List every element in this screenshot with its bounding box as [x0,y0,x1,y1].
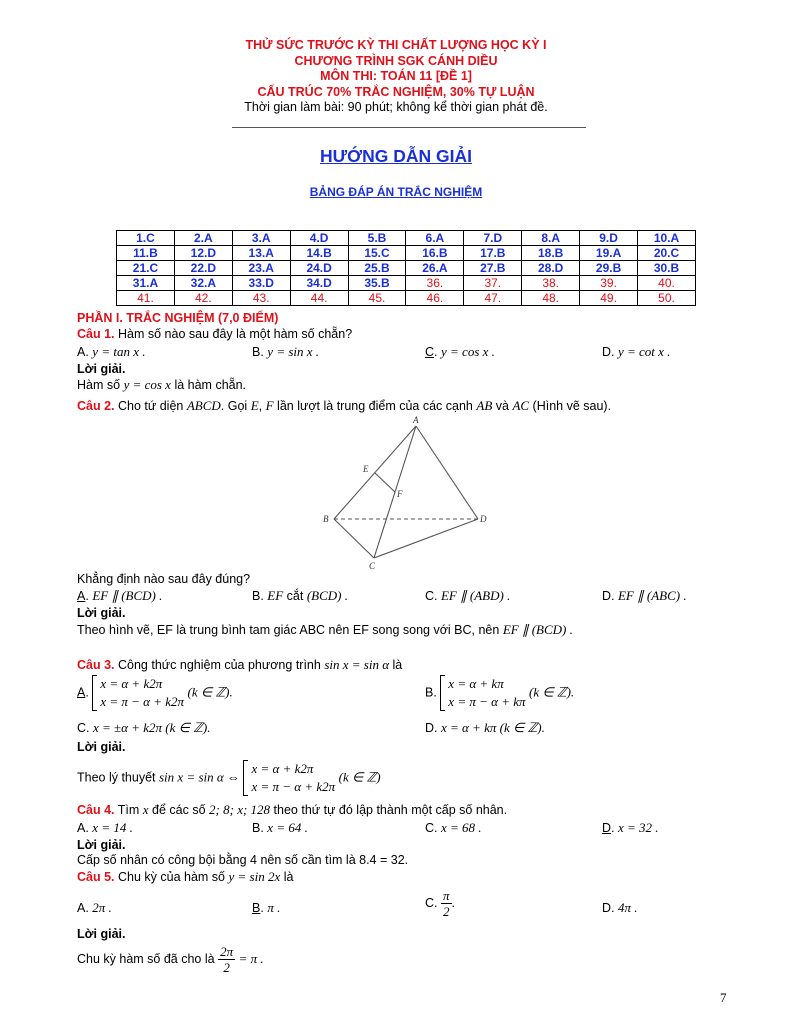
question-4: Câu 4. Tìm x để các số 2; 8; x; 128 theo thứ tự đó lập thành một cấp số nhân. [77,802,508,817]
q3-option-c[interactable]: C. x = ±α + k2π (k ∈ ℤ). [77,720,211,735]
q2-option-b[interactable]: B. EF cắt (BCD) . [252,588,349,603]
answer-cell: 35.B [348,276,406,291]
header-line-3: MÔN THI: TOÁN 11 [ĐỀ 1] [320,69,472,83]
q4-option-d[interactable]: D. x = 32 . [602,820,659,835]
answer-cell: 29.B [580,261,638,276]
answer-cell: 16.B [406,246,464,261]
answer-cell: 10.A [638,231,696,246]
question-text: Hàm số nào sau đây là một hàm số chẵn? [118,327,353,341]
answer-cell: 31.A [117,276,175,291]
answer-cell: 17.B [464,246,522,261]
header-line-4: CẤU TRÚC 70% TRẮC NGHIỆM, 30% TỰ LUẬN [257,84,535,99]
answer-cell: 8.A [522,231,580,246]
q5-option-b[interactable]: B. π . [252,900,281,915]
answer-cell: 3.A [232,231,290,246]
question-label: Câu 1. [77,327,115,341]
edge-ab [334,426,416,519]
edge-cd [374,519,478,558]
answer-cell: 5.B [348,231,406,246]
answer-cell: 24.D [290,261,348,276]
answer-cell: 7.D [464,231,522,246]
vertex-a-label: A [413,415,419,425]
answer-cell: 12.D [174,246,232,261]
section-heading: PHẦN I. TRẮC NGHIỆM (7,0 ĐIỂM) [77,311,279,325]
answer-cell: 4.D [290,231,348,246]
header-line-2: CHƯƠNG TRÌNH SGK CÁNH DIỀU [294,53,498,68]
solution-label: Lời giải. [77,362,126,376]
answer-cell: 32.A [174,276,232,291]
page-number: 7 [720,990,727,1005]
answer-cell: 22.D [174,261,232,276]
answer-cell: 18.B [522,246,580,261]
answer-cell: 30.B [638,261,696,276]
answer-cell: 49. [580,291,638,306]
answer-cell: 6.A [406,231,464,246]
answer-row [117,291,696,306]
header-divider [232,127,586,128]
answer-cell: 28.D [522,261,580,276]
q5-option-d[interactable]: D. 4π . [602,900,638,915]
answer-row [117,231,696,246]
question-5: Câu 5. Chu kỳ của hàm số y = sin 2x là [77,869,294,884]
answer-cell: 1.C [117,231,175,246]
answer-cell: 2.A [174,231,232,246]
answer-cell: 27.B [464,261,522,276]
answer-cell: 15.C [348,246,406,261]
q2-option-d[interactable]: D. EF ∥ (ABC) . [602,588,687,603]
solution-label: Lời giải. [77,740,126,754]
edge-ad [416,426,478,519]
q1-option-a[interactable]: A. y = tan x . [77,344,146,359]
solution-label: Lời giải. [77,606,126,620]
answer-cell: 46. [406,291,464,306]
q2-question: Khẳng định nào sau đây đúng? [77,572,251,586]
answer-row [117,261,696,276]
question-3: Câu 3. Công thức nghiệm của phương trình sin x = sin α là [77,657,403,672]
answer-cell: 33.D [232,276,290,291]
q4-option-a[interactable]: A. x = 14 . [77,820,133,835]
question-1 [77,327,352,341]
solution-label: Lời giải. [77,838,126,852]
page-title: HƯỚNG DẪN GIẢI [320,146,472,166]
answer-cell: 9.D [580,231,638,246]
edge-bc [334,519,374,558]
answer-cell: 40. [638,276,696,291]
solution-label: Lời giải. [77,927,126,941]
q2-option-a[interactable]: A. EF ∥ (BCD) . [77,588,163,603]
answer-cell: 42. [174,291,232,306]
vertex-c-label: C [369,561,376,571]
answer-cell: 44. [290,291,348,306]
q5-solution: Chu kỳ hàm số đã cho là $\frac{2\pi}{2}$ = π . [77,944,264,975]
q4-option-b[interactable]: B. x = 64 . [252,820,308,835]
answer-cell: 37. [464,276,522,291]
q4-solution: Cấp số nhân có công bội bằng 4 nên số cần tìm là 8.4 = 32. [77,853,409,867]
q1-solution: Hàm số y = cos x là hàm chẵn. [77,377,247,392]
answer-cell: 43. [232,291,290,306]
q5-option-c[interactable]: C. $\frac{\pi}{2}$ . [425,888,455,919]
q3-option-b[interactable]: B. x = α + kπ x = π − α + kπ (k ∈ ℤ). [425,676,575,709]
exam-header [0,38,792,116]
answer-cell: 13.A [232,246,290,261]
q2-solution: Theo hình vẽ, EF là trung bình tam giác ABC nên EF song song với BC, nên EF ∥ (BCD) . [77,622,573,637]
answer-cell: 19.A [580,246,638,261]
q3-option-a[interactable]: A. x = α + k2π x = π − α + k2π (k ∈ ℤ). [77,676,233,709]
q1-option-b[interactable]: B. y = sin x . [252,344,320,359]
point-e-label: E [363,464,369,474]
header-line-5: Thời gian làm bài: 90 phút; không kể thời gian phát đề. [244,100,548,114]
answer-cell: 47. [464,291,522,306]
point-f-label: F [397,489,403,499]
answer-cell: 11.B [117,246,175,261]
answer-cell: 50. [638,291,696,306]
answer-cell: 34.D [290,276,348,291]
vertex-b-label: B [323,514,329,524]
answer-cell: 23.A [232,261,290,276]
answer-cell: 26.A [406,261,464,276]
answer-cell: 20.C [638,246,696,261]
answer-cell: 25.B [348,261,406,276]
answer-cell: 45. [348,291,406,306]
answer-table [116,230,696,306]
answer-table-title: BẢNG ĐÁP ÁN TRẮC NGHIỆM [309,185,483,199]
answer-cell: 48. [522,291,580,306]
answer-cell: 39. [580,276,638,291]
answer-cell: 14.B [290,246,348,261]
tetrahedron-figure [318,412,498,572]
segment-ef [375,473,395,492]
q5-option-a[interactable]: A. 2π . [77,900,112,915]
answer-cell: 38. [522,276,580,291]
vertex-d-label: D [480,514,487,524]
q4-option-c[interactable]: C. x = 68 . [425,820,482,835]
q1-option-c[interactable]: C. y = cos x . [425,344,495,359]
q3-option-d[interactable]: D. x = α + kπ (k ∈ ℤ). [425,720,545,735]
q1-option-d[interactable]: D. y = cot x . [602,344,671,359]
answer-row [117,246,696,261]
q2-option-c[interactable]: C. EF ∥ (ABD) . [425,588,511,603]
answer-cell: 36. [406,276,464,291]
answer-cell: 41. [117,291,175,306]
q3-solution: Theo lý thuyết sin x = sin α ⇔ x = α + k2π x = π − α + k2π (k ∈ ℤ) [77,761,381,794]
answer-cell: 21.C [117,261,175,276]
header-line-1: THỬ SỨC TRƯỚC KỲ THI CHẤT LƯỢNG HỌC KỲ I [245,38,547,52]
question-2: Câu 2. Cho tứ diện ABCD. Gọi E, F lần lượt là trung điểm của các cạnh AB và AC (Hình vẽ sau). [77,398,612,413]
answer-row [117,276,696,291]
